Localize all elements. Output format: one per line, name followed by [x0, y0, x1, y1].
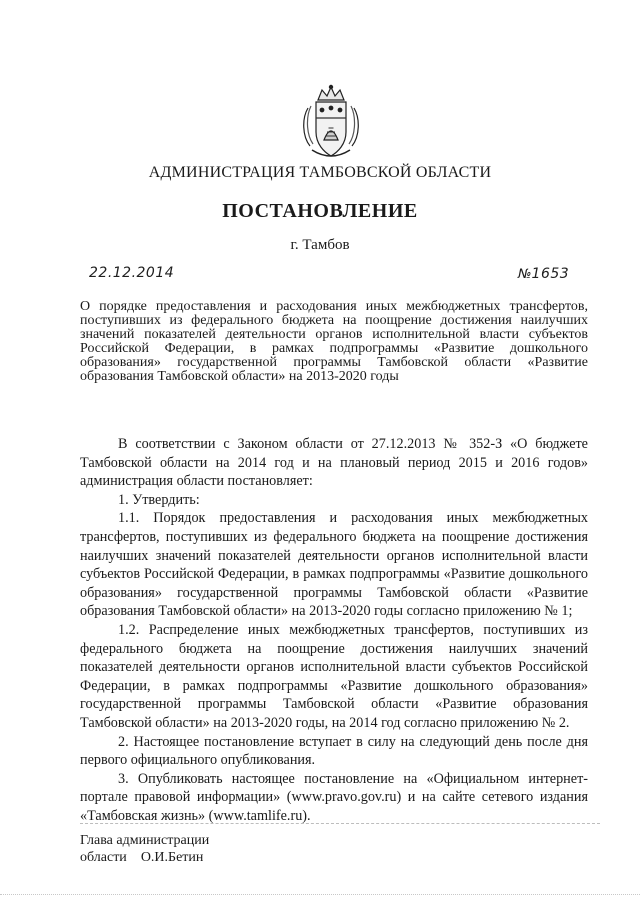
- scan-artifact-line: [80, 823, 600, 824]
- document-date: 22.12.2014: [89, 265, 175, 281]
- clause-2: 2. Настоящее постановление вступает в силу на следующий день после дня первого официального опубликования.: [80, 733, 588, 769]
- document-body: [80, 435, 588, 825]
- document-type-title: ПОСТАНОВЛЕНИЕ: [222, 200, 418, 222]
- clause-1: 1. Утвердить:: [118, 491, 200, 508]
- document-subject: О порядке предоставления и расходования иных межбюджетных трансфертов, поступивших из федерального бюджета на поощрение достижения наилучших значений показателей деятельности органов исполнительной власти субъектов Российской Федерации, в рамках подпрограммы «Развитие дошкольного образования» государственной программы Тамбовской области «Развитие образования Тамбовской области» на 2013-2020 годы: [80, 299, 588, 384]
- clause-3: 3. Опубликовать настоящее постановление на «Официальном интернет-портале правовой информации» (www.pravo.gov.ru) и на сайте сетевого издания «Тамбовская жизнь» (www.tamlife.ru).: [80, 770, 588, 824]
- issuing-authority: АДМИНИСТРАЦИЯ ТАМБОВСКОЙ ОБЛАСТИ: [148, 164, 492, 181]
- signatory-title-line2: области: [80, 850, 127, 865]
- signature-block: [80, 832, 209, 866]
- preamble-paragraph: В соответствии с Законом области от 27.12.2013 № 352-З «О бюджете Тамбовской области на 2014 год и на плановый период 2015 и 2016 годов» администрация области постановляет:: [80, 436, 588, 490]
- number-sign: №: [518, 267, 532, 282]
- city-of-issue: г. Тамбов: [290, 237, 350, 253]
- signatory-title-line1: Глава администрации: [80, 833, 210, 848]
- clause-1-1: 1.1. Порядок предоставления и расходования иных межбюджетных трансфертов, поступивших из федерального бюджета на поощрение достижения наилучших значений показателей деятельности органов исполнительной власти субъектов Российской Федерации, в рамках подпрограммы «Развитие дошкольного образования» государственной программы Тамбовской области «Развитие образования Тамбовской области» на 2013-2020 годы согласно приложению № 1;: [80, 510, 588, 620]
- signatory-name: О.И.Бетин: [140, 850, 204, 865]
- clause-1-2: 1.2. Распределение иных межбюджетных трансфертов, поступивших из федерального бюджета на поощрение достижения наилучших значений показателей деятельности органов исполнительной власти субъектов Российской Федерации, в рамках подпрограммы «Развитие дошкольного образования» государственной программы Тамбовской области «Развитие образования Тамбовской области» на 2013-2020 годы, на 2014 год согласно приложению № 2.: [80, 621, 588, 731]
- document-number: [518, 266, 569, 282]
- number-value: 1653: [531, 266, 570, 282]
- scan-bottom-edge: [0, 894, 640, 895]
- tambov-coat-of-arms-icon: [300, 84, 362, 162]
